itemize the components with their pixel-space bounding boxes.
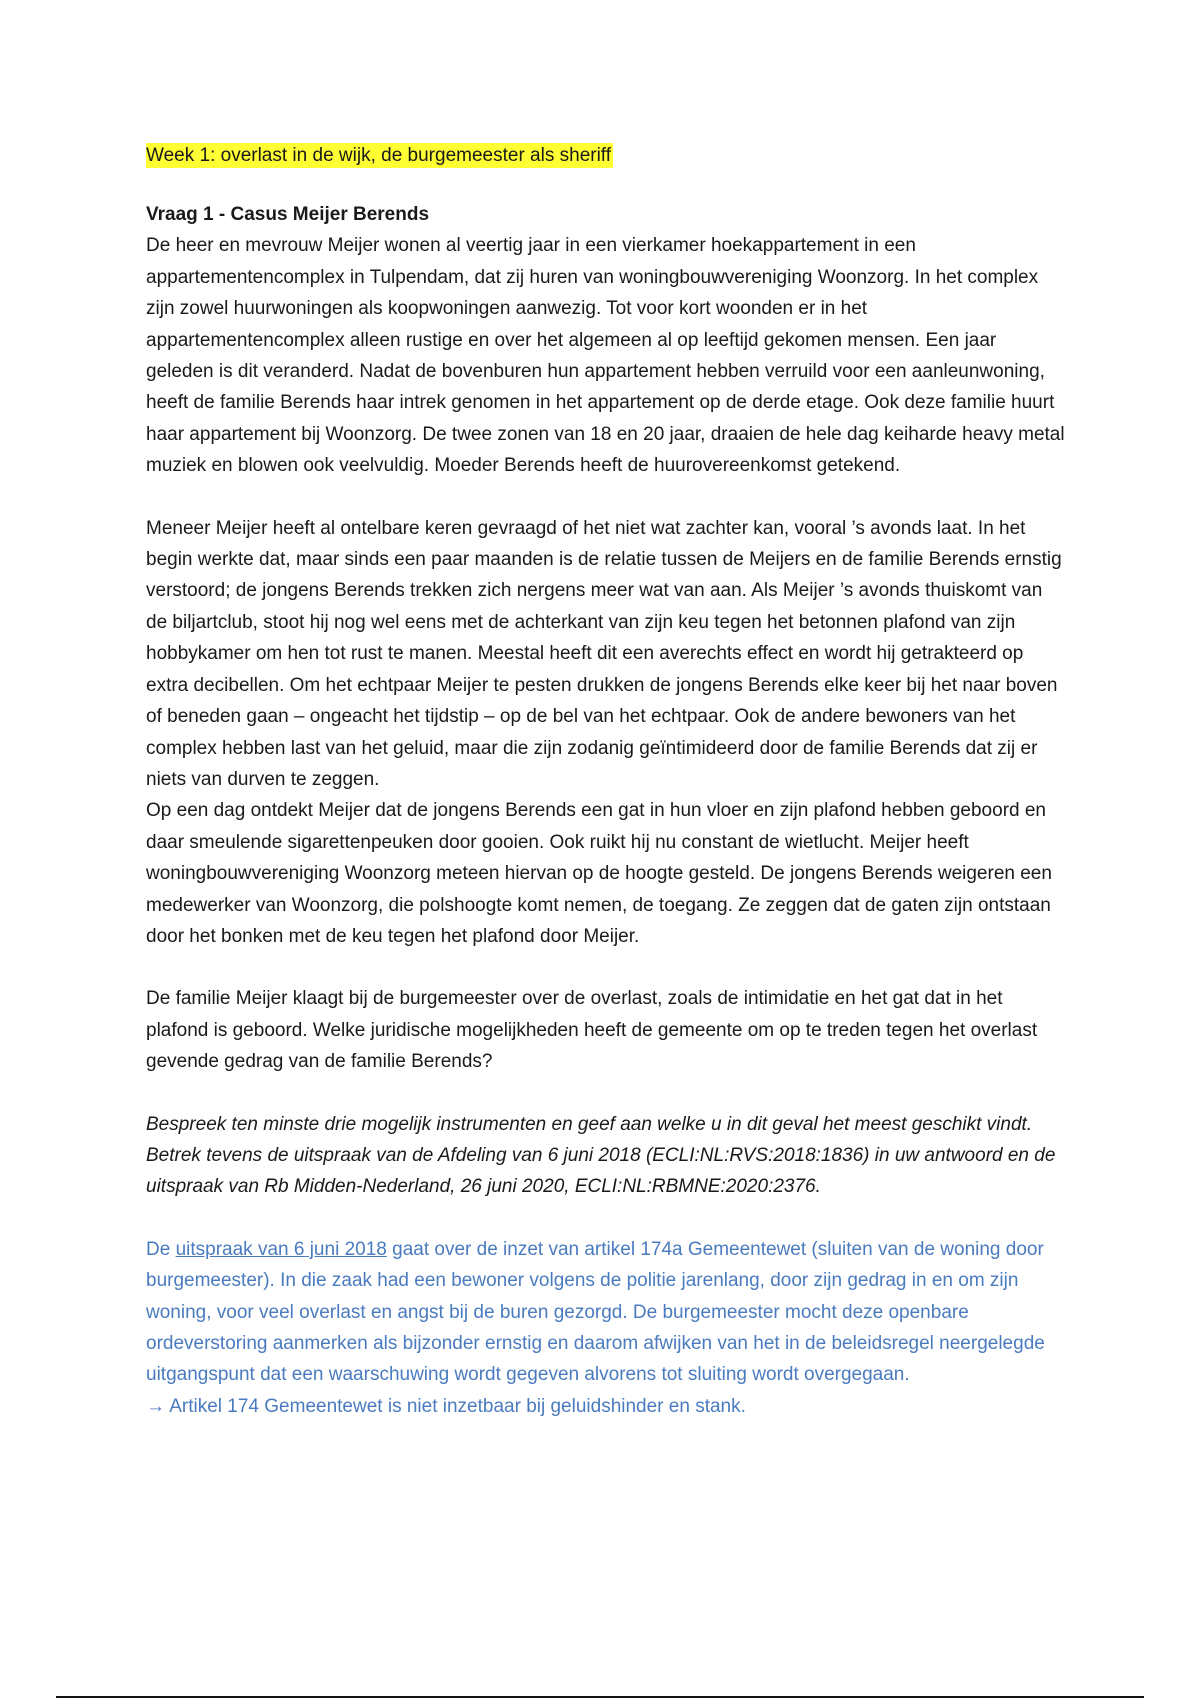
ruling-link[interactable]: uitspraak van 6 juni 2018 <box>175 1238 387 1260</box>
answer-prefix: De <box>146 1238 176 1260</box>
assignment-instruction: Bespreek ten minste drie mogelijk instrumenten en geef aan welke u in dit geval het meest geschikt vindt. Betrek tevens de uitspraak van de Afdeling van 6 juni 2018 (ECLI:NL:RVS:2018:1836) in uw antwoord en de uitspraak van Rb Midden-Nederland, 26 juni 2020, ECLI:NL:RBMNE:2020:2376. <box>146 1113 1056 1198</box>
answer-body: gaat over de inzet van artikel 174a Gemeentewet (sluiten van de woning door burgemeester). In die zaak had een bewoner volgens de politie jarenlang, door zijn gedrag in en om zijn woning, voor veel overlast en angst bij de buren gezorgd. De burgemeester mocht deze openbare ordeverstoring aanmerken als bijzonder ernstig en daarom afwijken van het in de beleidsregel neergelegde uitgangspunt dat een waarschuwing wordt gegeven alvorens tot sluiting wordt overgegaan. <box>146 1238 1045 1386</box>
answer-paragraph <box>146 1234 1066 1391</box>
week-heading: Week 1: overlast in de wijk, de burgemeester als sheriff <box>146 145 612 166</box>
case-paragraph-1: De heer en mevrouw Meijer wonen al veertig jaar in een vierkamer hoekappartement in een appartementencomplex in Tulpendam, dat zij huren van woningbouwvereniging Woonzorg. In het complex zijn zowel huurwoningen als koopwoningen aanwezig. Tot voor kort woonden er in het appartementencomplex alleen rustige en over het algemeen al op leeftijd gekomen mensen. Een jaar geleden is dit veranderd. Nadat de bovenburen hun appartement hebben verruild voor een aanleunwoning, heeft de familie Berends haar intrek genomen in het appartement op de derde etage. Ook deze familie huurt haar appartement bij Woonzorg. De twee zonen van 18 en 20 jaar, draaien de hele dag keiharde heavy metal muziek en blowen ook veelvuldig. Moeder Berends heeft de huurovereenkomst getekend. <box>146 235 1065 477</box>
case-question: De familie Meijer klaagt bij de burgemeester over de overlast, zoals de intimidatie en het gat dat in het plafond is geboord. Welke juridische mogelijkheden heeft de gemeente om op te treden tegen het overlast gevende gedrag van de familie Berends? <box>146 988 1038 1073</box>
question-title: Vraag 1 - Casus Meijer Berends <box>146 204 430 225</box>
answer-arrow-note: → Artikel 174 Gemeentewet is niet inzetbaar bij geluidshinder en stank. <box>146 1395 746 1417</box>
page-bottom-rule <box>56 1696 1144 1698</box>
case-paragraph-2: Meneer Meijer heeft al ontelbare keren gevraagd of het niet wat zachter kan, vooral ’s avonds laat. In het begin werkte dat, maar sinds een paar maanden is de relatie tussen de Meijers en de familie Berends ernstig verstoord; de jongens Berends trekken zich nergens meer wat van aan. Als Meijer ’s avonds thuiskomt van de biljartclub, stoot hij nog wel eens met de achterkant van zijn keu tegen het betonnen plafond van zijn hobbykamer om hen tot rust te manen. Meestal heeft dit een averechts effect en wordt hij getrakteerd op extra decibellen. Om het echtpaar Meijer te pesten drukken de jongens Berends elke keer bij het naar boven of beneden gaan – ongeacht het tijdstip – op de bel van het echtpaar. Ook de andere bewoners van het complex hebben last van het geluid, maar die zijn zodanig geïntimideerd door de familie Berends dat zij er niets van durven te zeggen. <box>146 517 1062 790</box>
document-page <box>146 140 1066 1422</box>
case-paragraph-3: Op een dag ontdekt Meijer dat de jongens Berends een gat in hun vloer en zijn plafond hebben geboord en daar smeulende sigarettenpeuken door gooien. Ook ruikt hij nu constant de wietlucht. Meijer heeft woningbouwvereniging Woonzorg meteen hiervan op de hoogte gesteld. De jongens Berends weigeren een medewerker van Woonzorg, die polshoogte komt nemen, de toegang. Ze zeggen dat de gaten zijn ontstaan door het bonken met de keu tegen het plafond door Meijer. <box>146 800 1052 947</box>
week-heading-wrap <box>146 140 1066 171</box>
